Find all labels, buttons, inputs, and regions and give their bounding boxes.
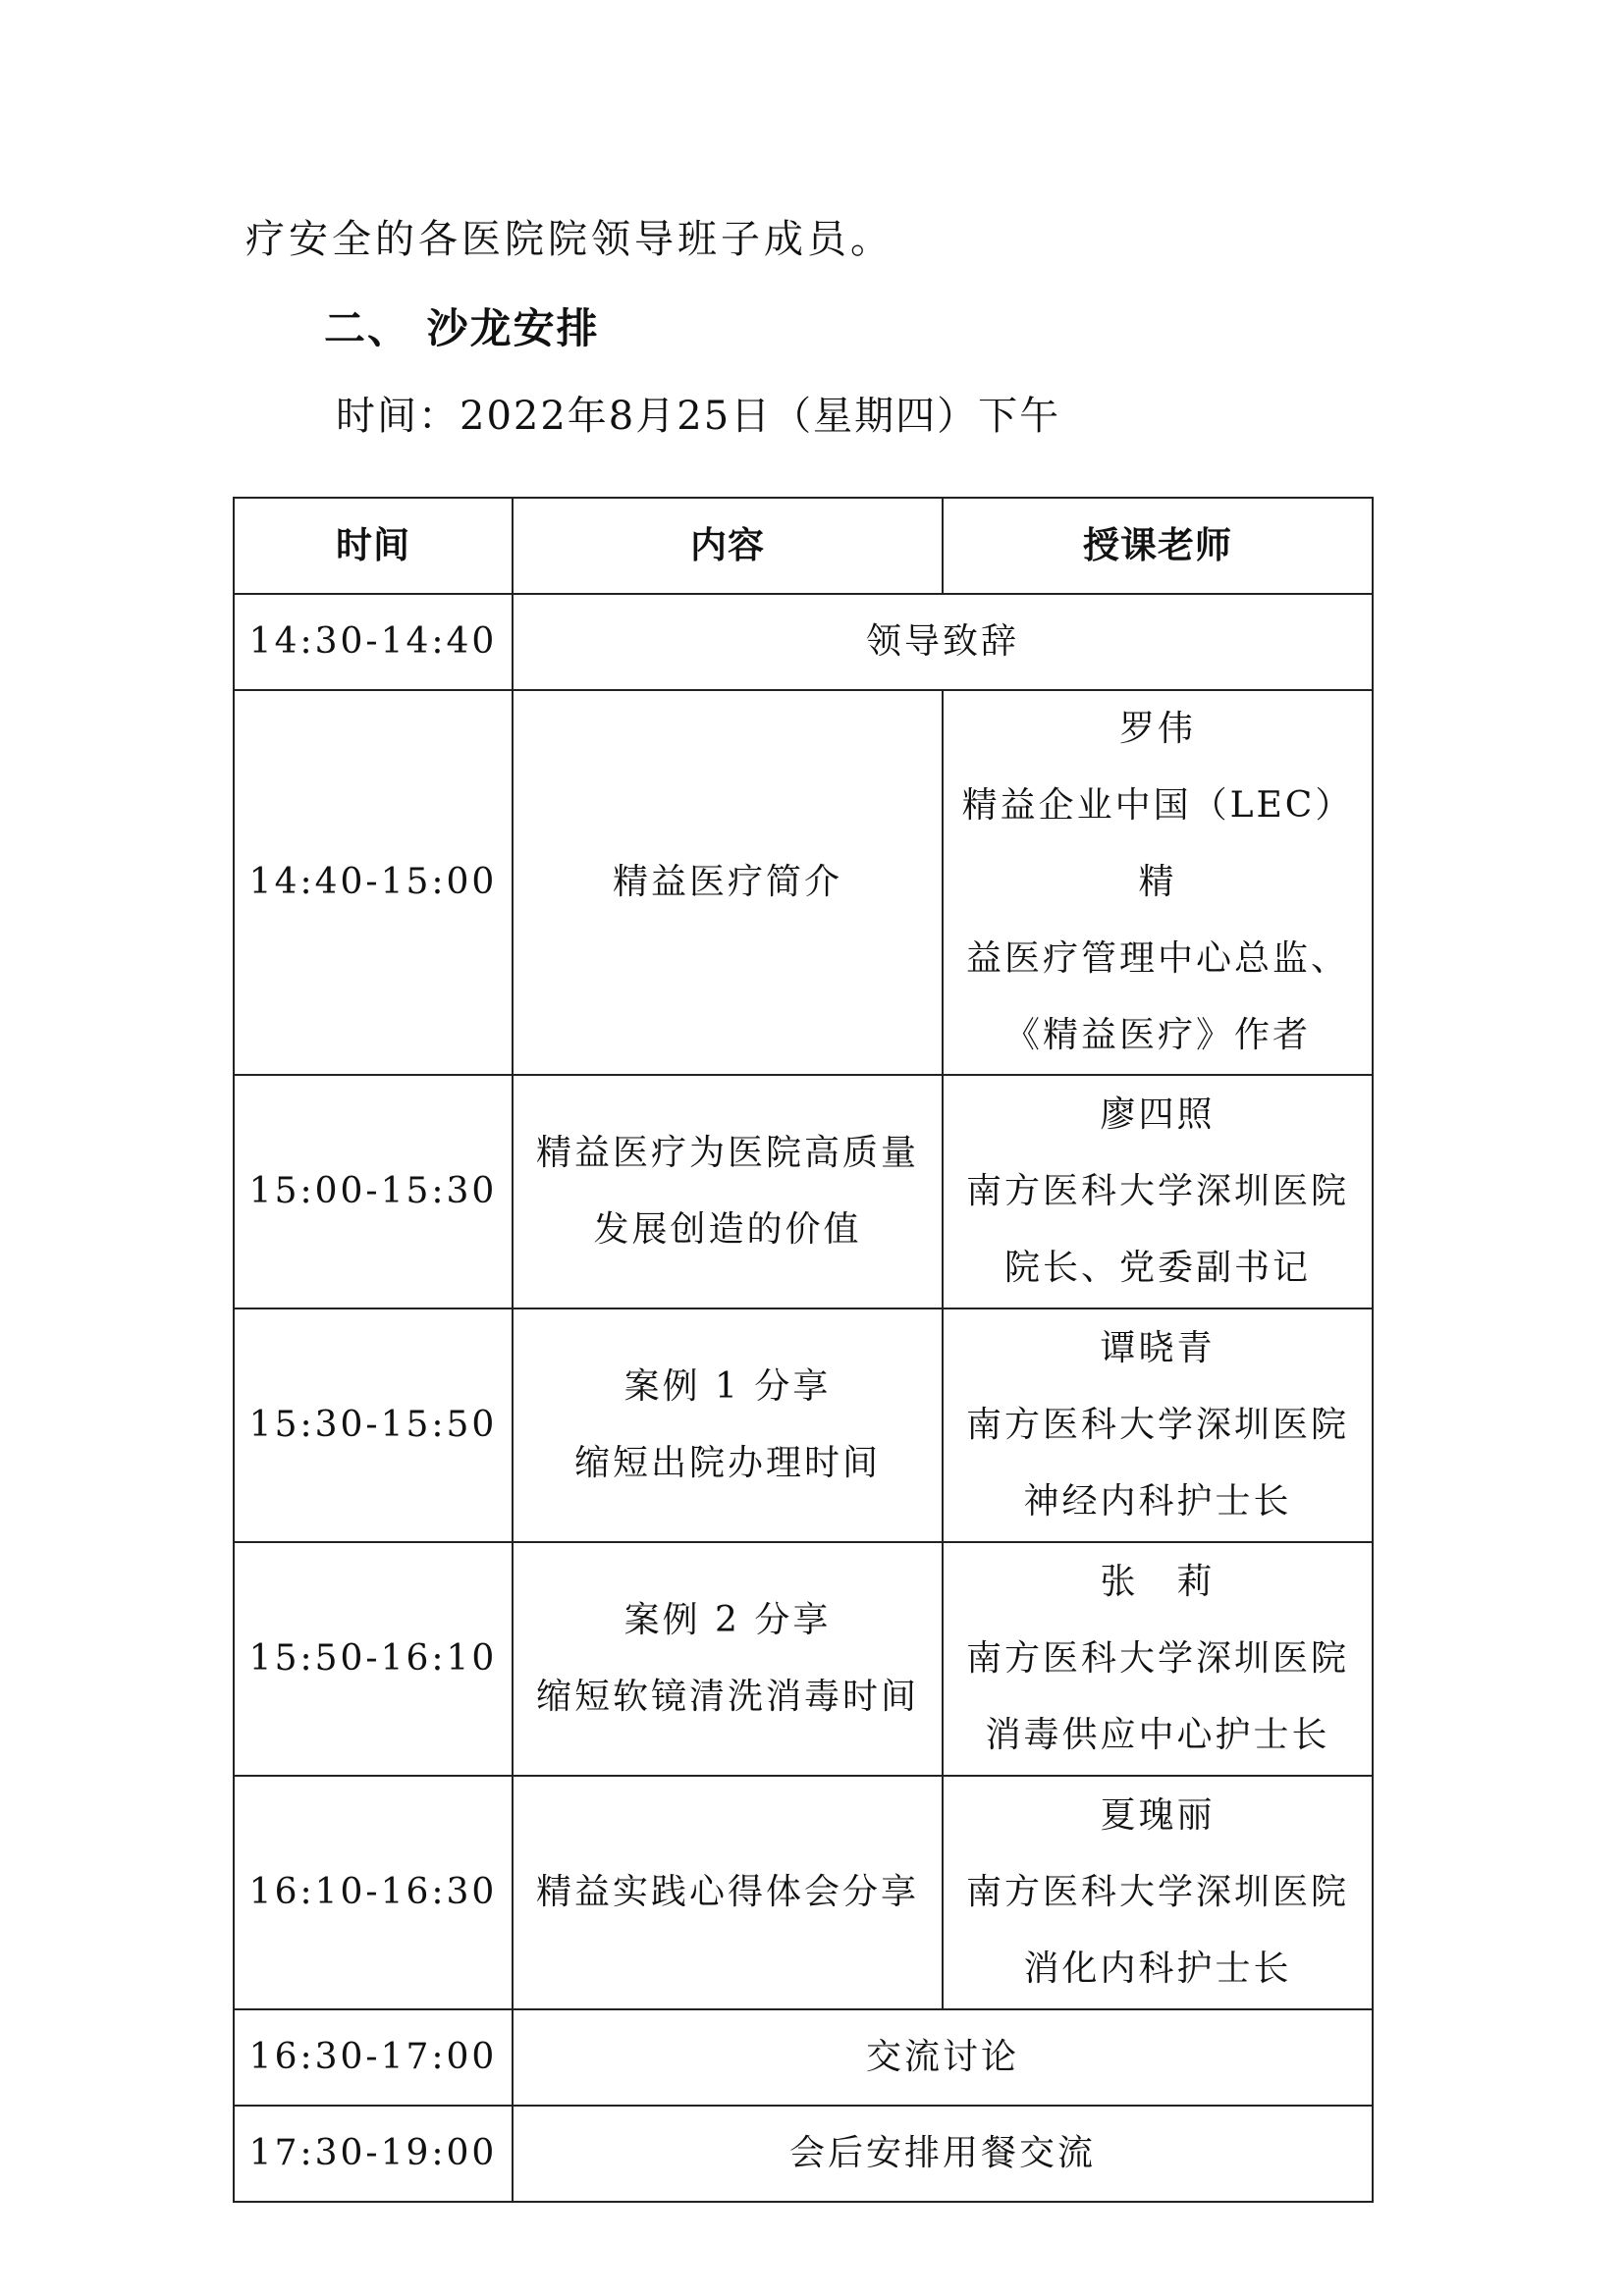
row-teacher	[943, 1075, 1373, 1308]
content-line: 缩短软镜清洗消毒时间	[535, 1677, 919, 1717]
teacher-title-line: 南方医科大学深圳医院	[965, 1872, 1349, 1912]
row-time: 15:50-16:10	[234, 1542, 513, 1776]
header-content: 内容	[513, 498, 943, 594]
table-row	[234, 1308, 1373, 1542]
table-row	[234, 1075, 1373, 1308]
content-line: 精益实践心得体会分享	[535, 1872, 919, 1912]
row-merged-content: 领导致辞	[513, 594, 1373, 690]
event-time-line: 时间：2022年8月25日（星期四）下午	[336, 394, 1061, 439]
teacher-name: 罗伟	[1118, 709, 1196, 749]
row-content	[513, 1542, 943, 1776]
row-time: 17:30-19:00	[234, 2106, 513, 2202]
teacher-title-line: 南方医科大学深圳医院	[965, 1171, 1349, 1211]
table-row	[234, 2106, 1373, 2202]
intro-line: 疗安全的各医院院领导班子成员。	[245, 217, 893, 262]
row-teacher	[943, 1776, 1373, 2009]
section-heading: 二、 沙龙安排	[324, 304, 600, 352]
row-content	[513, 1075, 943, 1308]
row-teacher	[943, 690, 1373, 1075]
header-time: 时间	[234, 498, 513, 594]
row-merged-content: 会后安排用餐交流	[513, 2106, 1373, 2202]
teacher-title-line: 益医疗管理中心总监、	[965, 938, 1349, 979]
content-line: 缩短出院办理时间	[573, 1443, 881, 1483]
row-content	[513, 1308, 943, 1542]
row-time: 14:40-15:00	[234, 690, 513, 1075]
teacher-title-line: 院长、党委副书记	[1003, 1248, 1311, 1288]
row-content	[513, 1776, 943, 2009]
content-line: 发展创造的价值	[593, 1209, 862, 1250]
table-row	[234, 1776, 1373, 2009]
row-content	[513, 690, 943, 1075]
content-line: 精益医疗简介	[612, 862, 842, 902]
header-teacher: 授课老师	[943, 498, 1373, 594]
table-header-row	[234, 498, 1373, 594]
teacher-title-line: 消毒供应中心护士长	[985, 1715, 1330, 1755]
row-teacher	[943, 1542, 1373, 1776]
table-row	[234, 690, 1373, 1075]
teacher-title-line: 精益企业中国（LEC）精	[961, 785, 1354, 902]
content-line: 案例 2 分享	[623, 1600, 832, 1640]
teacher-title-line: 神经内科护士长	[1023, 1481, 1292, 1522]
row-time: 15:00-15:30	[234, 1075, 513, 1308]
row-time: 16:10-16:30	[234, 1776, 513, 2009]
row-time: 15:30-15:50	[234, 1308, 513, 1542]
teacher-title-line: 南方医科大学深圳医院	[965, 1638, 1349, 1679]
teacher-name: 廖四照	[1100, 1095, 1216, 1135]
teacher-name: 夏瑰丽	[1100, 1795, 1216, 1836]
teacher-title-line: 南方医科大学深圳医院	[965, 1405, 1349, 1445]
row-teacher	[943, 1308, 1373, 1542]
teacher-name: 张 莉	[1100, 1562, 1216, 1602]
content-line: 案例 1 分享	[623, 1366, 832, 1407]
teacher-title-line: 消化内科护士长	[1023, 1949, 1292, 1989]
row-time: 14:30-14:40	[234, 594, 513, 690]
schedule-table	[233, 497, 1374, 2203]
teacher-title-line: 《精益医疗》作者	[1003, 1015, 1311, 1055]
teacher-name: 谭晓青	[1100, 1328, 1216, 1368]
row-time: 16:30-17:00	[234, 2009, 513, 2106]
table-row	[234, 1542, 1373, 1776]
table-row	[234, 594, 1373, 690]
row-merged-content: 交流讨论	[513, 2009, 1373, 2106]
content-line: 精益医疗为医院高质量	[535, 1133, 919, 1173]
table-row	[234, 2009, 1373, 2106]
